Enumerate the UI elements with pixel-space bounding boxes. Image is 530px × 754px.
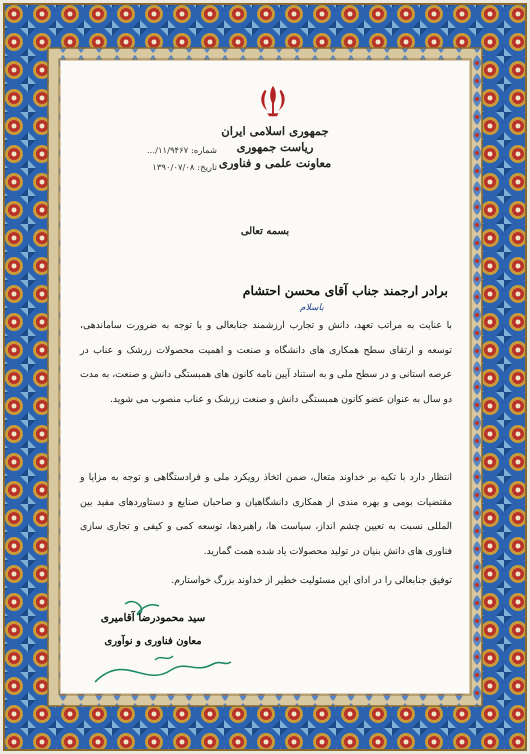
header-presidency: ریاست جمهوری bbox=[236, 140, 314, 154]
bismillah: بسمه تعالی bbox=[240, 226, 290, 237]
date-value: ۱۳۹۰/۰۷/۰۸ bbox=[152, 163, 195, 173]
signatory-title: معاون فناوری و نوآوری bbox=[104, 636, 202, 647]
iran-emblem-icon bbox=[254, 82, 292, 120]
body-paragraph-2: انتظار دارد با تکیه بر خداوند متعال، ضمن اتخاذ رویکرد ملی و فرادستگاهی و توجه به مزایا و مقتضیات بومی و بهره مندی از همکاری دانشگاهیان و صاحبان صنایع و دستاوردهای مفید بین المللی نسبت به تعیین چشم انداز، سیاست ها، راهبردها، توسعه کمی و کیفی و تجاری سازی فناوری های دانش بنیان در تولید محصولات یاد شده همت گمارید. bbox=[80, 472, 452, 557]
date-label: تاریخ: bbox=[197, 163, 217, 173]
body-paragraph-1: با عنایت به مراتب تعهد، دانش و تجارب ارزشمند جنابعالی و با توجه به ضرورت ساماندهی، توسعه و ارتقای سطح همکاری های دانشگاه و صنعت و اهمیت محصولات زرشک و عناب در عرصه استانی و در سطح ملی و به استناد آیین نامه کانون های همبستگی دانش و صنعت، به مدت دو سال به عنوان عضو کانون همبستگی دانش و صنعت زرشک و عناب منصوب می شوید. bbox=[80, 320, 452, 405]
number-value: ۱۱/۹۴۶۷/... bbox=[146, 146, 189, 156]
header-vice-presidency: معاونت علمی و فناوری bbox=[218, 156, 332, 170]
header-country: جمهوری اسلامی ایران bbox=[221, 124, 329, 138]
handwritten-greeting: باسلام bbox=[300, 303, 324, 313]
salutation: برادر ارجمند جناب آقای محسن احتشام bbox=[242, 283, 448, 298]
signatory-name: سید محمودرضا آقامیری bbox=[100, 612, 206, 624]
letter-date bbox=[72, 163, 217, 173]
number-label: شماره: bbox=[190, 146, 217, 156]
body-paragraph-3: توفیق جنابعالی را در ادای این مسئولیت خطیر از خداوند بزرگ خواستارم. bbox=[171, 575, 452, 586]
letter-number bbox=[72, 146, 217, 156]
